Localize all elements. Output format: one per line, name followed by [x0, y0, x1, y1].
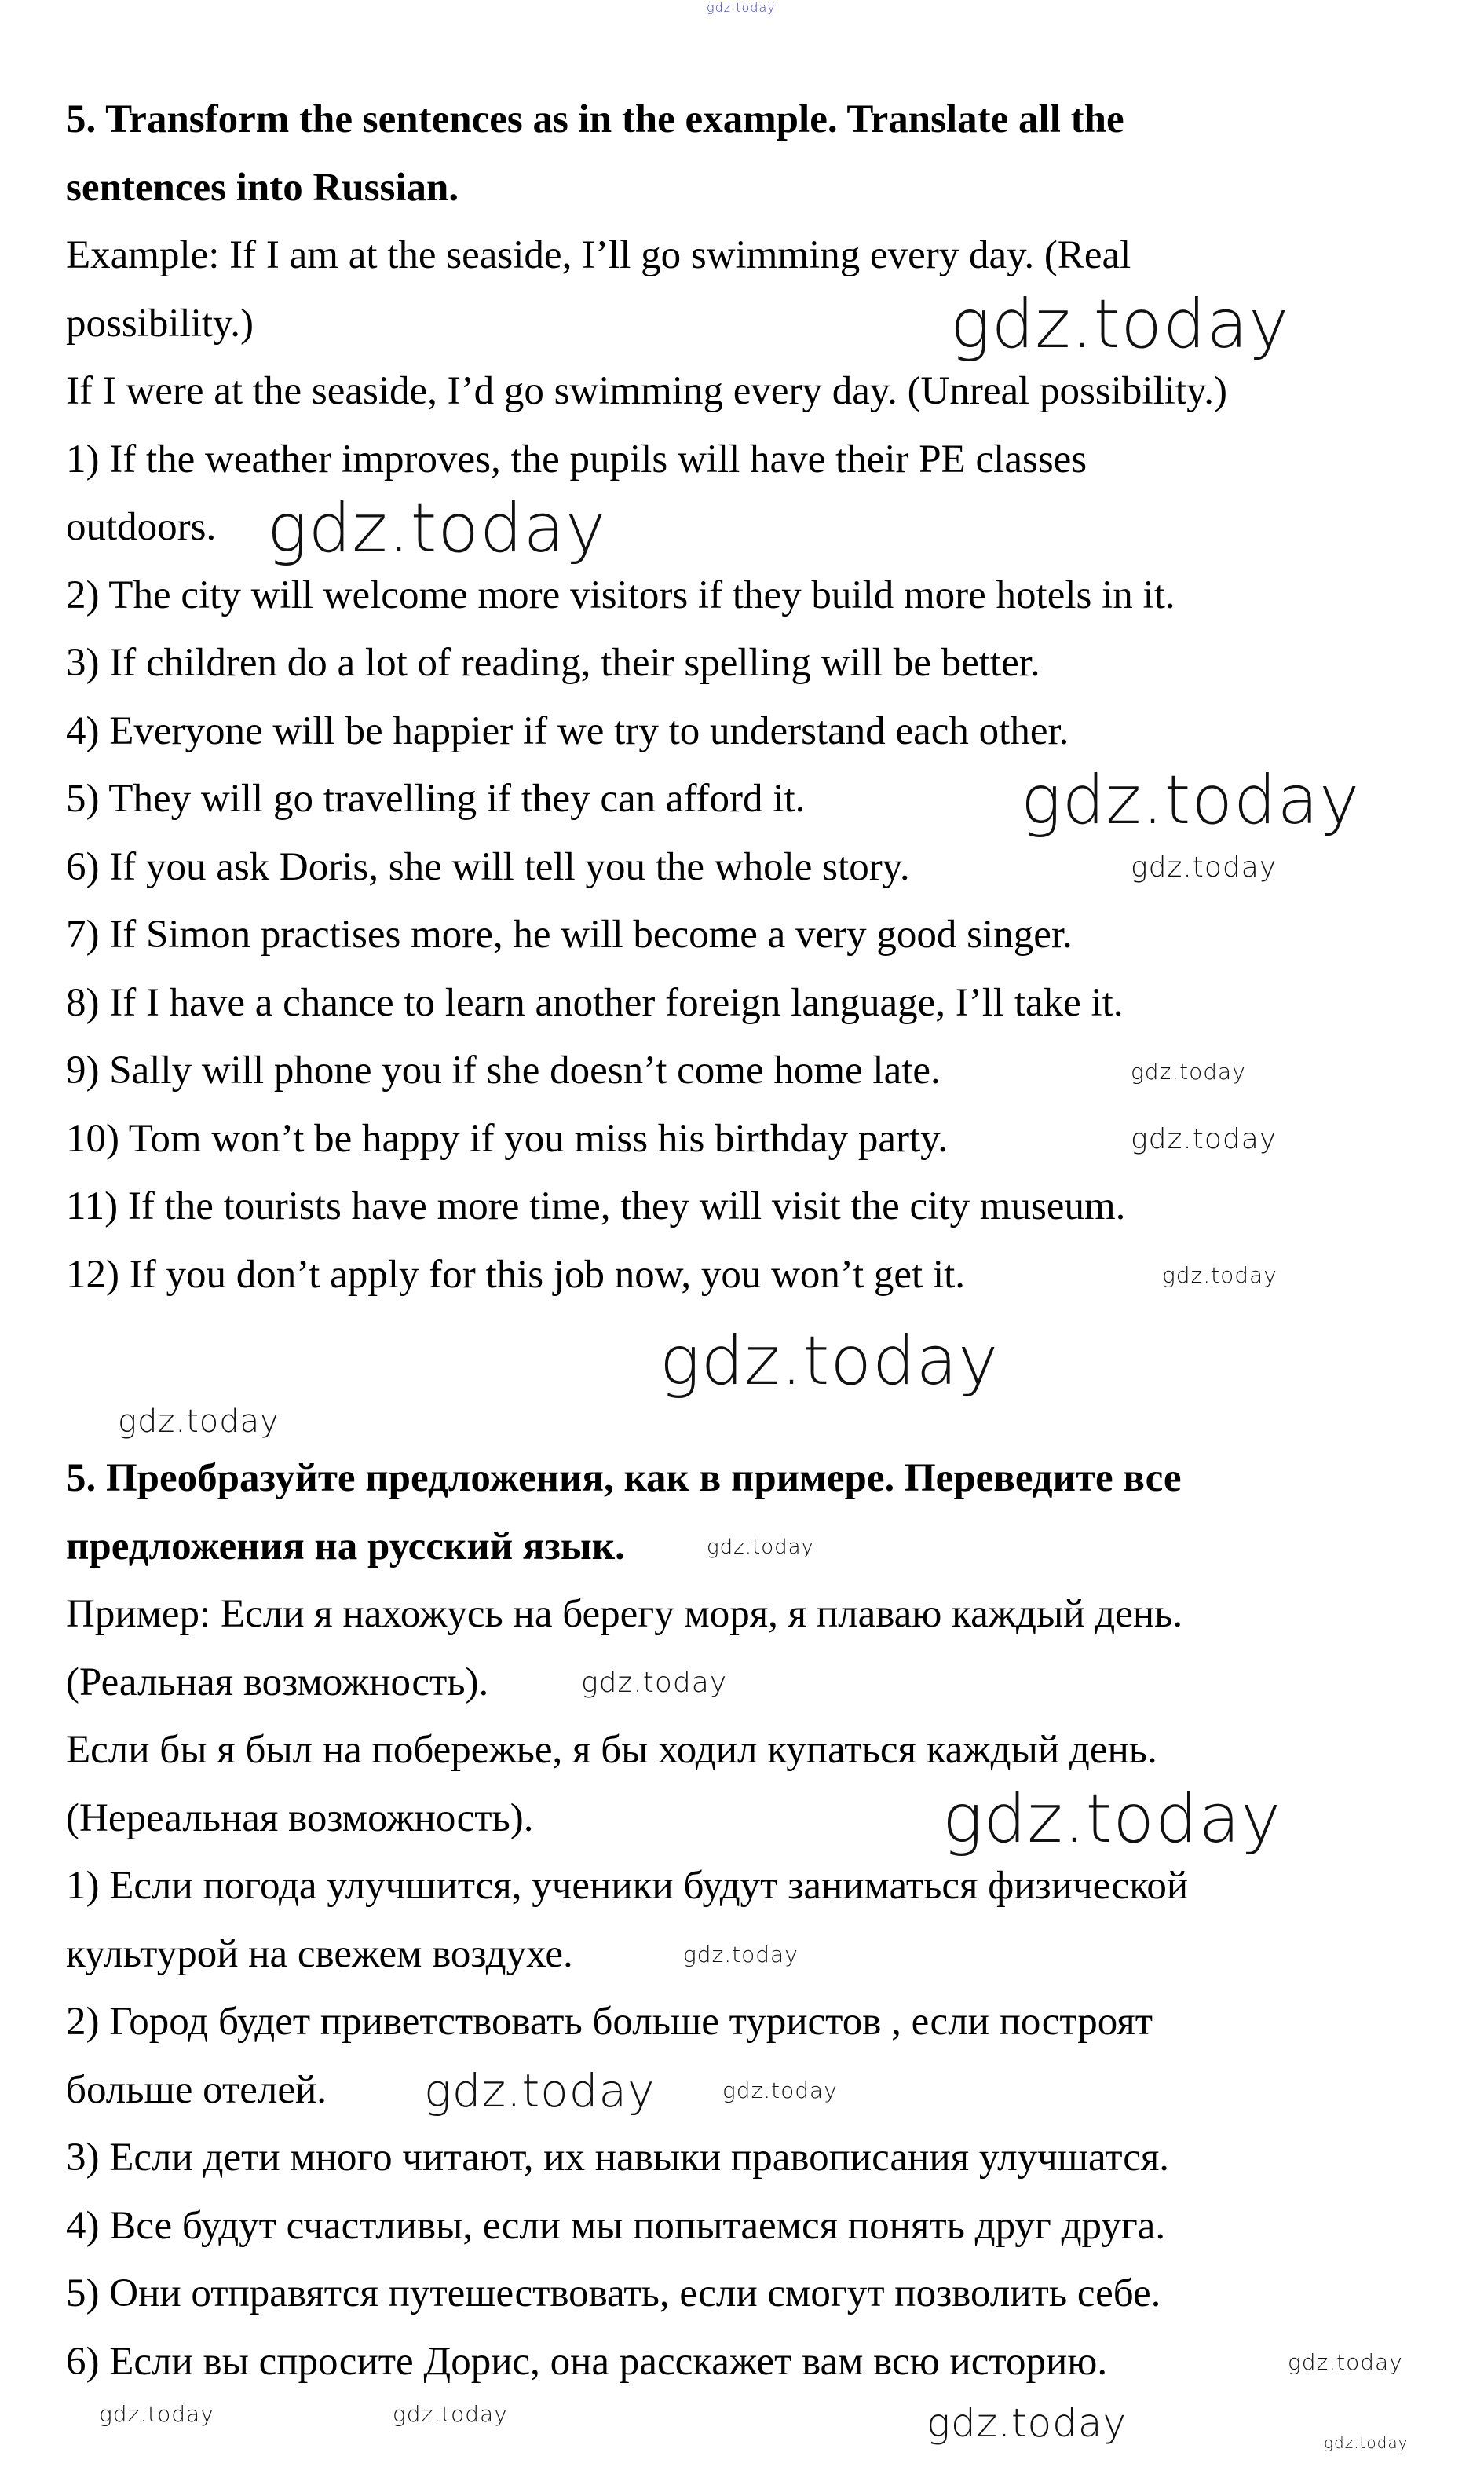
sentence-line-ru: 3) Если дети много читают, их навыки правописания улучшатся. — [66, 2136, 1170, 2180]
sentence-line-en: 11) If the tourists have more time, they will visit the city museum. — [66, 1184, 1126, 1228]
sentence-line-en: If I were at the seaside, I’d go swimming every day. (Unreal possibility.) — [66, 369, 1228, 413]
watermark-text: gdz.today — [942, 1780, 1282, 1858]
watermark-text: gdz.today — [1131, 1123, 1277, 1155]
watermark-text: gdz.today — [1131, 1059, 1246, 1085]
watermark-text: gdz.today — [707, 0, 776, 15]
watermark-text: gdz.today — [927, 2400, 1128, 2446]
watermark-text: gdz.today — [950, 285, 1290, 364]
watermark-text: gdz.today — [424, 2064, 656, 2117]
sentence-line-en: 9) Sally will phone you if she doesn’t come home late. — [66, 1049, 941, 1093]
exercise-heading-ru: 5. Преобразуйте предложения, как в примере. Переведите все — [66, 1456, 1182, 1500]
sentence-line-ru: культурой на свежем воздухе. — [66, 1931, 573, 1976]
watermark-text: gdz.today — [1162, 1262, 1277, 1288]
watermark-text: gdz.today — [660, 1322, 1000, 1400]
sentence-line-en: 3) If children do a lot of reading, their spelling will be better. — [66, 641, 1040, 685]
watermark-text: gdz.today — [722, 2077, 838, 2103]
sentence-line-en: 2) The city will welcome more visitors if they build more hotels in it. — [66, 573, 1175, 617]
sentence-line-en: 1) If the weather improves, the pupils will have their PE classes — [66, 437, 1087, 481]
sentence-line-en: 12) If you don’t apply for this job now, you won’t get it. — [66, 1252, 966, 1297]
sentence-line-en: 7) If Simon practises more, he will become a very good singer. — [66, 913, 1073, 957]
watermark-text: gdz.today — [393, 2401, 508, 2427]
sentence-line-ru: 2) Город будет приветствовать больше туристов , если построят — [66, 2000, 1153, 2044]
watermark-text: gdz.today — [1131, 851, 1277, 884]
exercise-heading-ru: предложения на русский язык. — [66, 1524, 625, 1568]
sentence-line-ru: Если бы я был на побережье, я бы ходил купаться каждый день. — [66, 1728, 1157, 1772]
sentence-line-en: 4) Everyone will be happier if we try to understand each other. — [66, 708, 1069, 753]
sentence-line-ru: 5) Они отправятся путешествовать, если смогут позволить себе. — [66, 2271, 1161, 2315]
sentence-line-ru: Пример: Если я нахожусь на берегу моря, я плаваю каждый день. — [66, 1592, 1183, 1636]
watermark-text: gdz.today — [99, 2401, 214, 2427]
sentence-line-en: 8) If I have a chance to learn another foreign language, I’ll take it. — [66, 980, 1124, 1025]
watermark-text: gdz.today — [1021, 761, 1361, 840]
watermark-text: gdz.today — [118, 1404, 280, 1440]
sentence-line-en: 10) Tom won’t be happy if you miss his birthday party. — [66, 1116, 949, 1161]
watermark-text: gdz.today — [581, 1667, 728, 1699]
sentence-line-en: outdoors. — [66, 505, 217, 549]
watermark-text: gdz.today — [1288, 2349, 1403, 2375]
sentence-line-en: 6) If you ask Doris, she will tell you the whole story. — [66, 844, 910, 889]
watermark-text: gdz.today — [267, 489, 607, 568]
sentence-line-ru: 1) Если погода улучшится, ученики будут заниматься физической — [66, 1864, 1189, 1908]
sentence-line-ru: 4) Все будут счастливы, если мы попытаемся понять друг друга. — [66, 2203, 1166, 2248]
exercise-heading-en: 5. Transform the sentences as in the example. Translate all the — [66, 97, 1124, 141]
watermark-text: gdz.today — [1324, 2433, 1409, 2452]
sentence-line-en: 5) They will go travelling if they can afford it. — [66, 777, 806, 821]
sentence-line-en: possibility.) — [66, 301, 254, 346]
sentence-line-ru: (Реальная возможность). — [66, 1660, 489, 1704]
watermark-text: gdz.today — [707, 1535, 814, 1559]
watermark-text: gdz.today — [683, 1942, 799, 1967]
sentence-line-ru: 6) Если вы спросите Дорис, она расскажет вам всю историю. — [66, 2339, 1108, 2384]
exercise-heading-en: sentences into Russian. — [66, 165, 459, 210]
sentence-line-ru: (Нереальная возможность). — [66, 1795, 534, 1840]
sentence-line-en: Example: If I am at the seaside, I’ll go swimming every day. (Real — [66, 233, 1131, 277]
sentence-line-ru: больше отелей. — [66, 2067, 327, 2112]
